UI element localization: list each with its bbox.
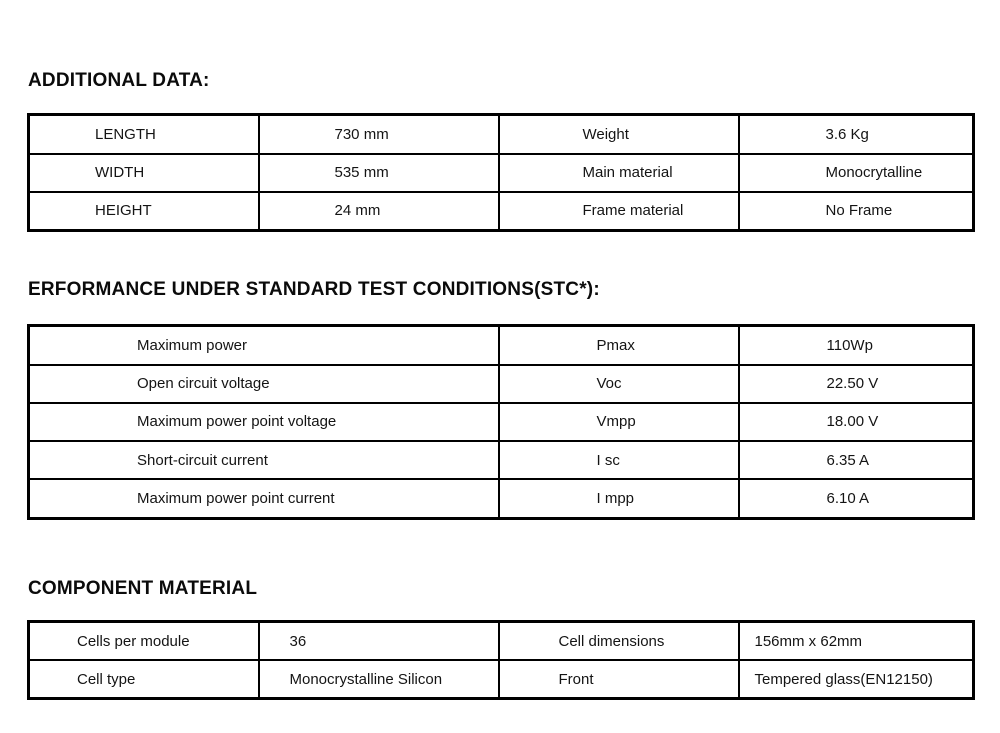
- impp-symbol-cell: I mpp: [499, 479, 739, 518]
- cell-dimensions-value-cell: 156mm x 62mm: [739, 622, 974, 661]
- frame-material-label-cell: Frame material: [499, 192, 739, 231]
- length-value-cell: 730 mm: [259, 115, 499, 154]
- height-value-cell: 24 mm: [259, 192, 499, 231]
- voc-value-cell: 22.50 V: [739, 365, 974, 403]
- cell-type-label-cell: Cell type: [29, 660, 259, 699]
- cells-per-module-value-cell: 36: [259, 622, 499, 661]
- component-material-table: [27, 620, 975, 700]
- vmpp-value-cell: 18.00 V: [739, 403, 974, 441]
- pmax-symbol-cell: Pmax: [499, 326, 739, 365]
- cell-dimensions-label-cell: Cell dimensions: [499, 622, 739, 661]
- front-label-cell: Front: [499, 660, 739, 699]
- performance-stc-table: [27, 324, 975, 520]
- additional-data-table: [27, 113, 975, 232]
- table-row: [29, 192, 974, 231]
- max-power-point-voltage-label-cell: Maximum power point voltage: [29, 403, 499, 441]
- weight-label-cell: Weight: [499, 115, 739, 154]
- main-material-label-cell: Main material: [499, 154, 739, 192]
- section-heading-additional-data: ADDITIONAL DATA:: [28, 70, 210, 91]
- table-row: [29, 479, 974, 518]
- table-row: [29, 441, 974, 479]
- table-row: [29, 365, 974, 403]
- table-row: [29, 154, 974, 192]
- vmpp-symbol-cell: Vmpp: [499, 403, 739, 441]
- width-value-cell: 535 mm: [259, 154, 499, 192]
- front-value-cell: Tempered glass(EN12150): [739, 660, 974, 699]
- frame-material-value-cell: No Frame: [739, 192, 974, 231]
- table-row: [29, 115, 974, 154]
- length-label-cell: LENGTH: [29, 115, 259, 154]
- width-label-cell: WIDTH: [29, 154, 259, 192]
- max-power-point-current-label-cell: Maximum power point current: [29, 479, 499, 518]
- cells-per-module-label-cell: Cells per module: [29, 622, 259, 661]
- cell-type-value-cell: Monocrystalline Silicon: [259, 660, 499, 699]
- isc-value-cell: 6.35 A: [739, 441, 974, 479]
- table-row: [29, 622, 974, 661]
- pmax-value-cell: 110Wp: [739, 326, 974, 365]
- open-circuit-voltage-label-cell: Open circuit voltage: [29, 365, 499, 403]
- table-row: [29, 326, 974, 365]
- weight-value-cell: 3.6 Kg: [739, 115, 974, 154]
- height-label-cell: HEIGHT: [29, 192, 259, 231]
- maximum-power-label-cell: Maximum power: [29, 326, 499, 365]
- section-heading-component-material: COMPONENT MATERIAL: [28, 578, 258, 599]
- isc-symbol-cell: I sc: [499, 441, 739, 479]
- section-heading-performance-stc: ERFORMANCE UNDER STANDARD TEST CONDITIONS(STC*):: [28, 279, 600, 300]
- voc-symbol-cell: Voc: [499, 365, 739, 403]
- table-row: [29, 660, 974, 699]
- main-material-value-cell: Monocrytalline: [739, 154, 974, 192]
- short-circuit-current-label-cell: Short-circuit current: [29, 441, 499, 479]
- impp-value-cell: 6.10 A: [739, 479, 974, 518]
- table-row: [29, 403, 974, 441]
